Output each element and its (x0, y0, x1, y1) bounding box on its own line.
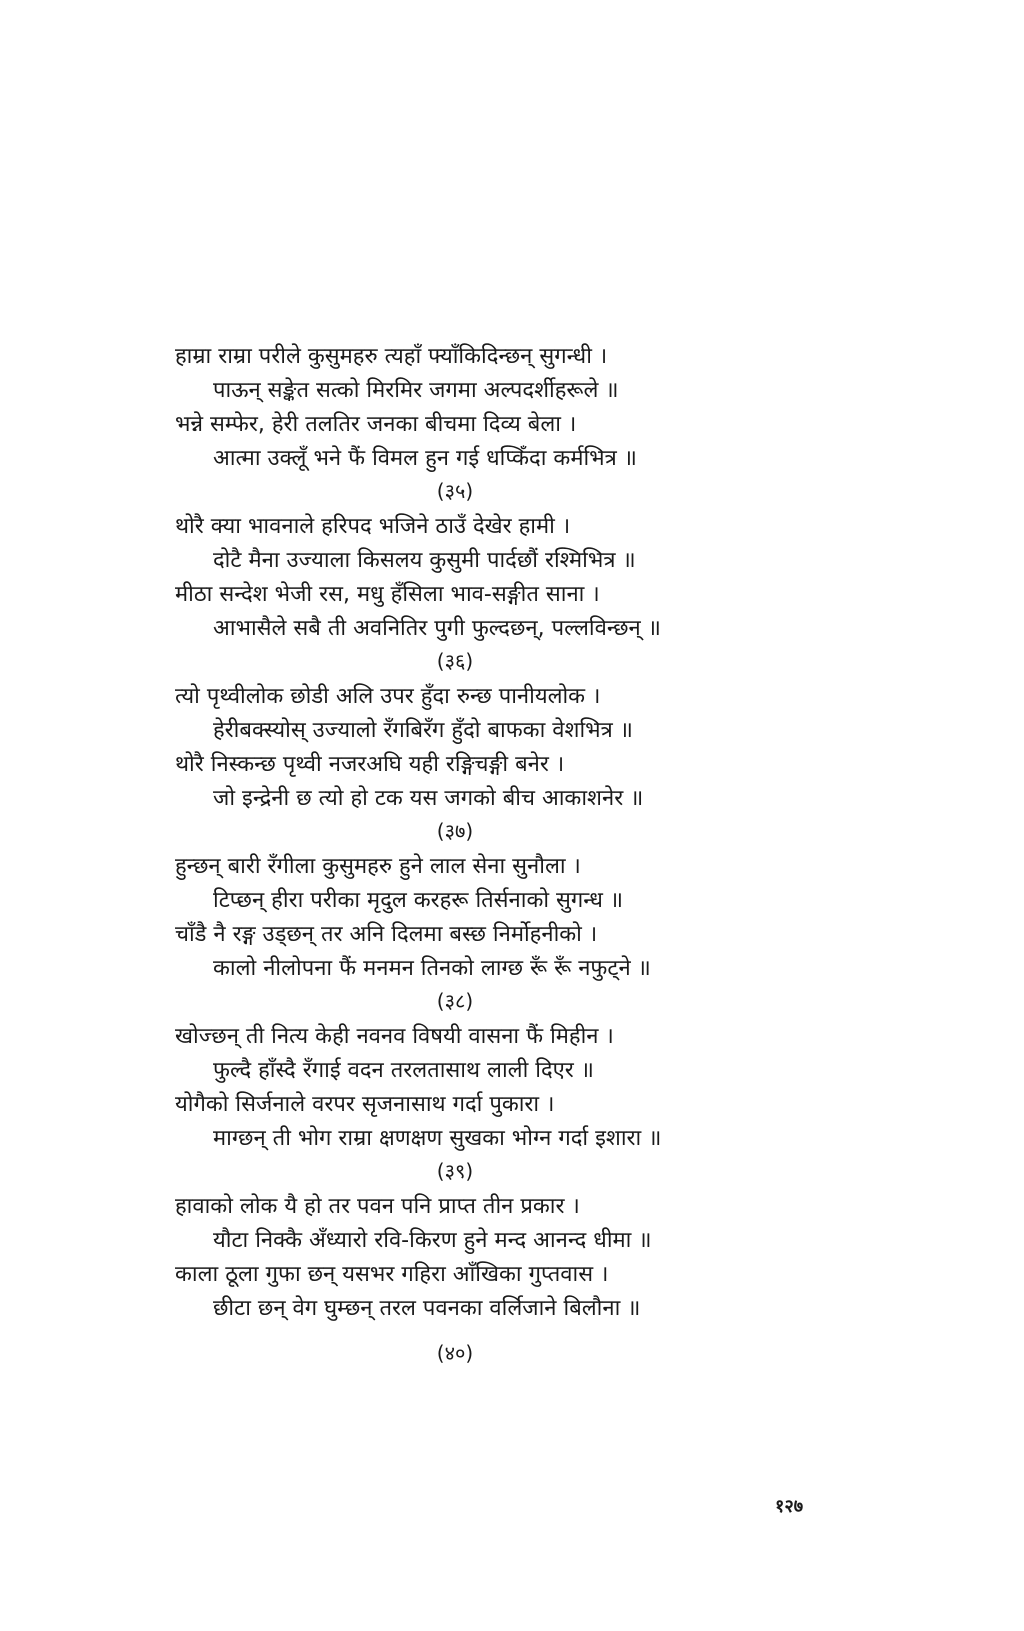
verse-line: यौटा निक्कै अँध्यारो रवि-किरण हुने मन्द आनन्द धीमा ॥ (213, 1228, 652, 1253)
verse-line: हुन्छन् बारी रँगीला कुसुमहरु हुने लाल सेना सुनौला । (175, 854, 581, 879)
verse-line: थोरै क्या भावनाले हरिपद भजिने ठाउँ देखेर हामी । (175, 514, 571, 539)
verse-number: (३७) (436, 819, 474, 843)
verse-number: (४०) (436, 1341, 474, 1365)
verse-line: कालो नीलोपना फैं मनमन तिनको लाग्छ रूँ रूँ नफुट्ने ॥ (213, 956, 651, 981)
verse-line: छीटा छन् वेग घुम्छन् तरल पवनका वर्लिजाने बिलौना ॥ (213, 1296, 641, 1321)
verse-line: भन्ने सम्फेर, हेरी तलतिर जनका बीचमा दिव्य बेला । (175, 412, 577, 437)
verse-number: (३६) (436, 649, 474, 673)
stanza-40 (175, 1190, 795, 1368)
verse-line: योगैको सिर्जनाले वरपर सृजनासाथ गर्दा पुकारा । (175, 1092, 555, 1117)
verse-line: माग्छन् ती भोग राम्रा क्षणक्षण सुखका भोग्न गर्दा इशारा ॥ (213, 1126, 662, 1151)
verse-line: काला ठूला गुफा छन् यसभर गहिरा आँखिका गुप्तवास । (175, 1262, 609, 1287)
stanza-37 (175, 680, 795, 846)
page-number: १२७ (775, 1496, 804, 1517)
verse-line: हाम्रा राम्रा परीले कुसुमहरु त्यहाँ फ्याँकिदिन्छन् सुगन्धी । (175, 344, 608, 369)
verse-number: (३८) (436, 989, 474, 1013)
verse-line: टिप्छन् हीरा परीका मृदुल करहरू तिर्सनाको सुगन्ध ॥ (213, 888, 624, 913)
verse-line: हेरीबक्स्योस् उज्यालो रँगबिरँग हुँदो बाफका वेशभित्र ॥ (213, 718, 633, 743)
verse-line: त्यो पृथ्वीलोक छोडी अलि उपर हुँदा रुन्छ पानीयलोक । (175, 684, 601, 709)
verse-line: चाँडै नै रङ्ग उड्छन् तर अनि दिलमा बस्छ निर्मोहनीको । (175, 922, 598, 947)
stanza-38 (175, 850, 795, 1016)
verse-line: आत्मा उक्लूँ भने फैं विमल हुन गई धप्किँदा कर्मभित्र ॥ (213, 446, 637, 471)
verse-line: आभासैले सबै ती अवनितिर पुगी फुल्दछन्, पल्लविन्छन् ॥ (213, 616, 661, 641)
verse-number: (३९) (436, 1159, 474, 1183)
verse-line: दोटै मैना उज्याला किसलय कुसुमी पार्दछौं रश्मिभित्र ॥ (213, 548, 636, 573)
stanza-39 (175, 1020, 795, 1186)
verse-line: पाऊन् सङ्केत सत्को मिरमिर जगमा अल्पदर्शीहरूले ॥ (213, 378, 619, 403)
stanza-35 (175, 340, 795, 506)
verse-line: थोरै निस्कन्छ पृथ्वी नजरअघि यही रङ्गिचङ्गी बनेर । (175, 752, 565, 777)
verse-number: (३५) (436, 479, 474, 503)
stanza-36 (175, 510, 795, 676)
verse-line: खोज्छन् ती नित्य केही नवनव विषयी वासना फैं मिहीन । (175, 1024, 614, 1049)
verse-line: जो इन्द्रेनी छ त्यो हो टक यस जगको बीच आकाशनेर ॥ (213, 786, 644, 811)
verse-block (175, 340, 795, 1372)
verse-line: मीठा सन्देश भेजी रस, मधु हँसिला भाव-सङ्गीत साना । (175, 582, 600, 607)
verse-line: फुल्दै हाँस्दै रँगाई वदन तरलतासाथ लाली दिएर ॥ (213, 1058, 594, 1083)
verse-line: हावाको लोक यै हो तर पवन पनि प्राप्त तीन प्रकार । (175, 1194, 580, 1219)
